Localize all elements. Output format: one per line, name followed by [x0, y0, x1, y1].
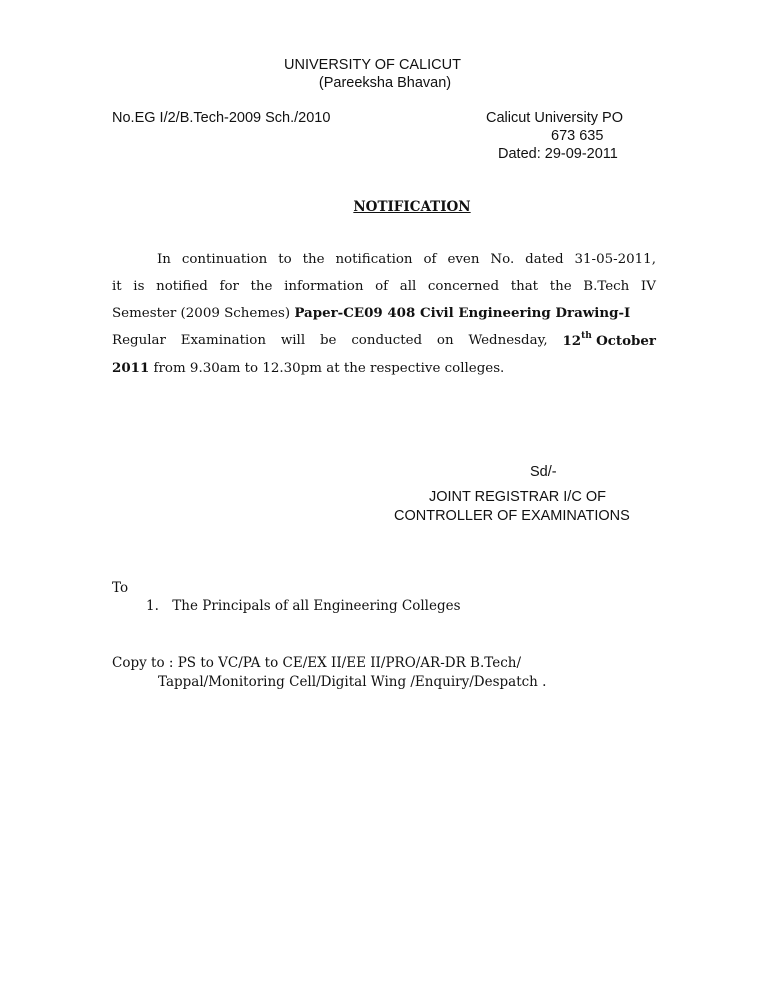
body-word: Regular — [112, 332, 166, 348]
body-word: 31-05-2011, — [574, 252, 656, 267]
paper-title: Paper-CE09 408 Civil Engineering Drawing-I — [294, 305, 631, 321]
body-word: notification — [335, 252, 413, 267]
body-word: it — [112, 278, 122, 294]
body-word: be — [319, 332, 337, 348]
body-word: Wednesday, — [468, 332, 548, 348]
body-word: Examination — [180, 332, 266, 348]
exam-day-suffix: th — [581, 331, 592, 342]
body-word: on — [436, 332, 454, 348]
body-line-4 — [112, 328, 656, 356]
body-word: the — [549, 278, 572, 294]
body-paragraph — [112, 247, 656, 383]
to-label: To — [112, 580, 129, 596]
body-word: even — [447, 252, 480, 267]
body-word: information — [284, 278, 364, 294]
body-word: all — [399, 278, 417, 294]
dated: Dated: 29-09-2011 — [498, 146, 618, 162]
body-word: dated — [525, 252, 564, 267]
body-line-2 — [112, 274, 656, 301]
body-line-3-plain: Semester (2009 Schemes) — [112, 306, 291, 321]
exam-time-venue: from 9.30am to 12.30pm at the respective colleges. — [153, 361, 505, 376]
body-word: for — [219, 278, 239, 294]
body-word: to — [278, 252, 292, 267]
body-word: No. — [490, 252, 515, 267]
body-word: concerned — [427, 278, 500, 294]
body-word: of — [423, 252, 437, 267]
recipient-text: The Principals of all Engineering Colleges — [172, 598, 461, 614]
address-line-1: Calicut University PO — [486, 110, 623, 126]
signature-sd: Sd/- — [530, 464, 557, 480]
body-word: of — [375, 278, 389, 294]
body-word: will — [280, 332, 306, 348]
body-word: In — [157, 252, 171, 267]
university-name: UNIVERSITY OF CALICUT — [284, 57, 461, 73]
body-line-3 — [112, 300, 656, 328]
copy-to-line-1: Copy to : PS to VC/PA to CE/EX II/EE II/PRO/AR-DR B.Tech/ — [112, 655, 522, 671]
exam-year: 2011 — [112, 360, 150, 376]
designation-line-2: CONTROLLER OF EXAMINATIONS — [394, 508, 630, 524]
reference-number: No.EG I/2/B.Tech-2009 Sch./2010 — [112, 110, 331, 126]
body-line-4-end — [562, 328, 655, 356]
body-word: the — [250, 278, 273, 294]
body-line-5 — [112, 355, 656, 383]
notification-title: NOTIFICATION — [353, 199, 471, 215]
recipient-item — [146, 598, 461, 614]
designation-line-1: JOINT REGISTRAR I/C OF — [429, 489, 606, 505]
address-line-2: 673 635 — [551, 128, 604, 144]
body-word: IV — [640, 278, 656, 294]
body-word: that — [510, 278, 539, 294]
body-word: continuation — [181, 252, 268, 267]
body-word: is — [133, 278, 145, 294]
office-name: (Pareeksha Bhavan) — [318, 75, 452, 91]
body-word: B.Tech — [583, 278, 630, 294]
exam-month: October — [596, 332, 656, 349]
body-line-1 — [112, 247, 656, 274]
recipient-number: 1. — [146, 598, 159, 614]
body-word: the — [302, 252, 325, 267]
body-word: notified — [156, 278, 208, 294]
exam-day: 12 — [562, 332, 582, 349]
copy-to-line-2: Tappal/Monitoring Cell/Digital Wing /Enquiry/Despatch . — [158, 674, 547, 690]
body-word: conducted — [351, 332, 423, 348]
